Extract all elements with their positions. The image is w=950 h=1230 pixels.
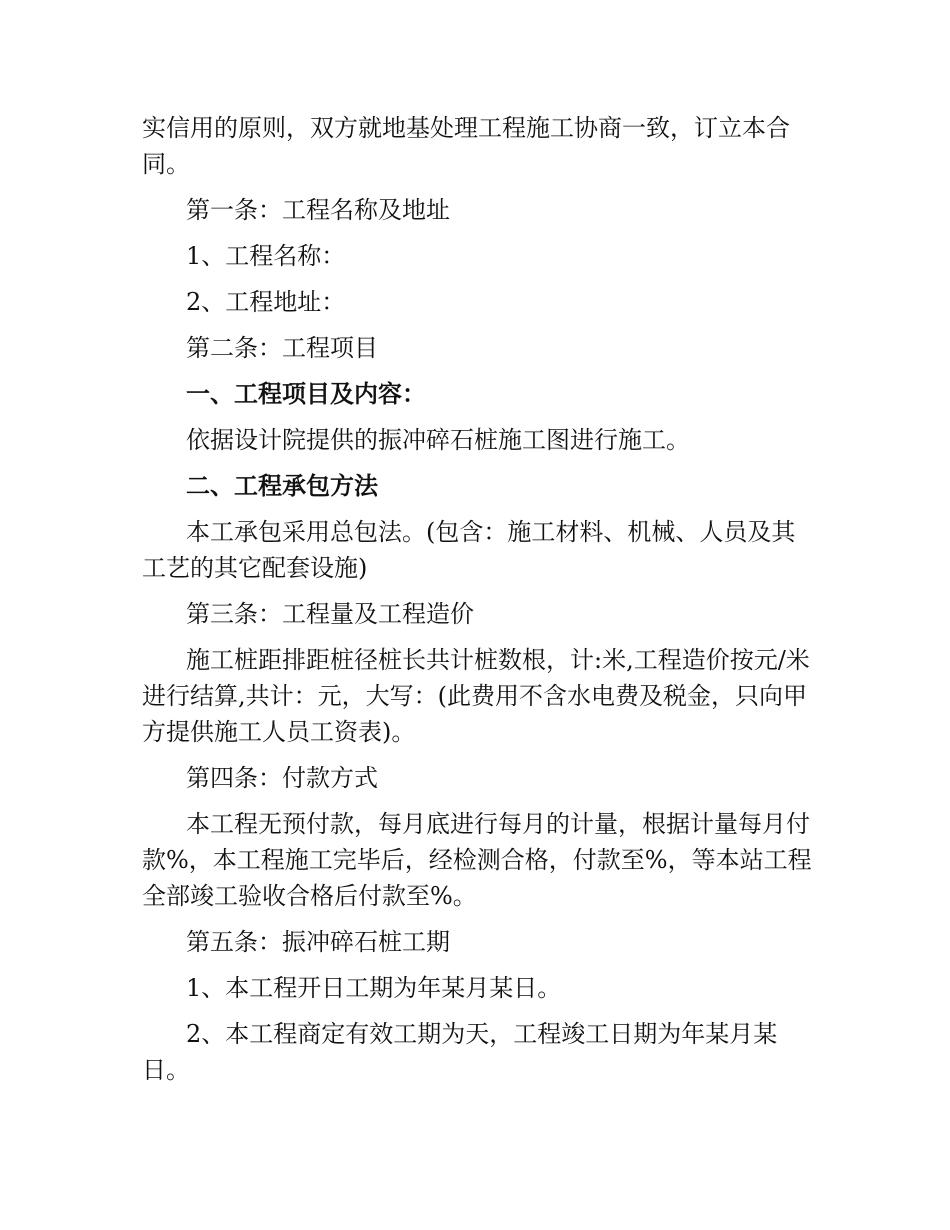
start-date-line: 1、本工程开日工期为年某月某日。 bbox=[186, 974, 562, 1002]
article-2-heading: 第二条：工程项目 bbox=[186, 334, 378, 362]
article-5-heading: 第五条：振冲碎石桩工期 bbox=[186, 928, 450, 956]
project-address-line: 2、工程地址： bbox=[186, 288, 346, 316]
project-name-line: 1、工程名称： bbox=[186, 242, 346, 270]
article-1-heading: 第一条：工程名称及地址 bbox=[186, 196, 450, 224]
duration-line: 2、本工程商定有效工期为天，工程竣工日期为年某月某日。 bbox=[142, 1020, 778, 1084]
section-1-heading: 一、工程项目及内容： bbox=[186, 379, 426, 408]
section-1-body: 依据设计院提供的振冲碎石桩施工图进行施工。 bbox=[186, 426, 690, 454]
section-2-body: 本工承包采用总包法。(包含：施工材料、机械、人员及其工艺的其它配套设施) bbox=[142, 518, 796, 582]
section-2-heading: 二、工程承包方法 bbox=[186, 471, 378, 500]
article-4-body: 本工程无预付款，每月底进行每月的计量，根据计量每月付款%，本工程施工完毕后，经检测合格，付款至%，等本站工程全部竣工验收合格后付款至%。 bbox=[142, 810, 812, 910]
document-body bbox=[142, 110, 812, 1098]
article-3-body: 施工桩距排距桩径桩长共计桩数根，计:米,工程造价按元/米进行结算,共计：元，大写：(此费用不含水电费及税金，只向甲方提供施工人员工资表)。 bbox=[142, 646, 810, 746]
paragraph-intro: 实信用的原则，双方就地基处理工程施工协商一致，订立本合同。 bbox=[142, 114, 790, 178]
article-3-heading: 第三条：工程量及工程造价 bbox=[186, 600, 474, 628]
article-4-heading: 第四条：付款方式 bbox=[186, 764, 378, 792]
